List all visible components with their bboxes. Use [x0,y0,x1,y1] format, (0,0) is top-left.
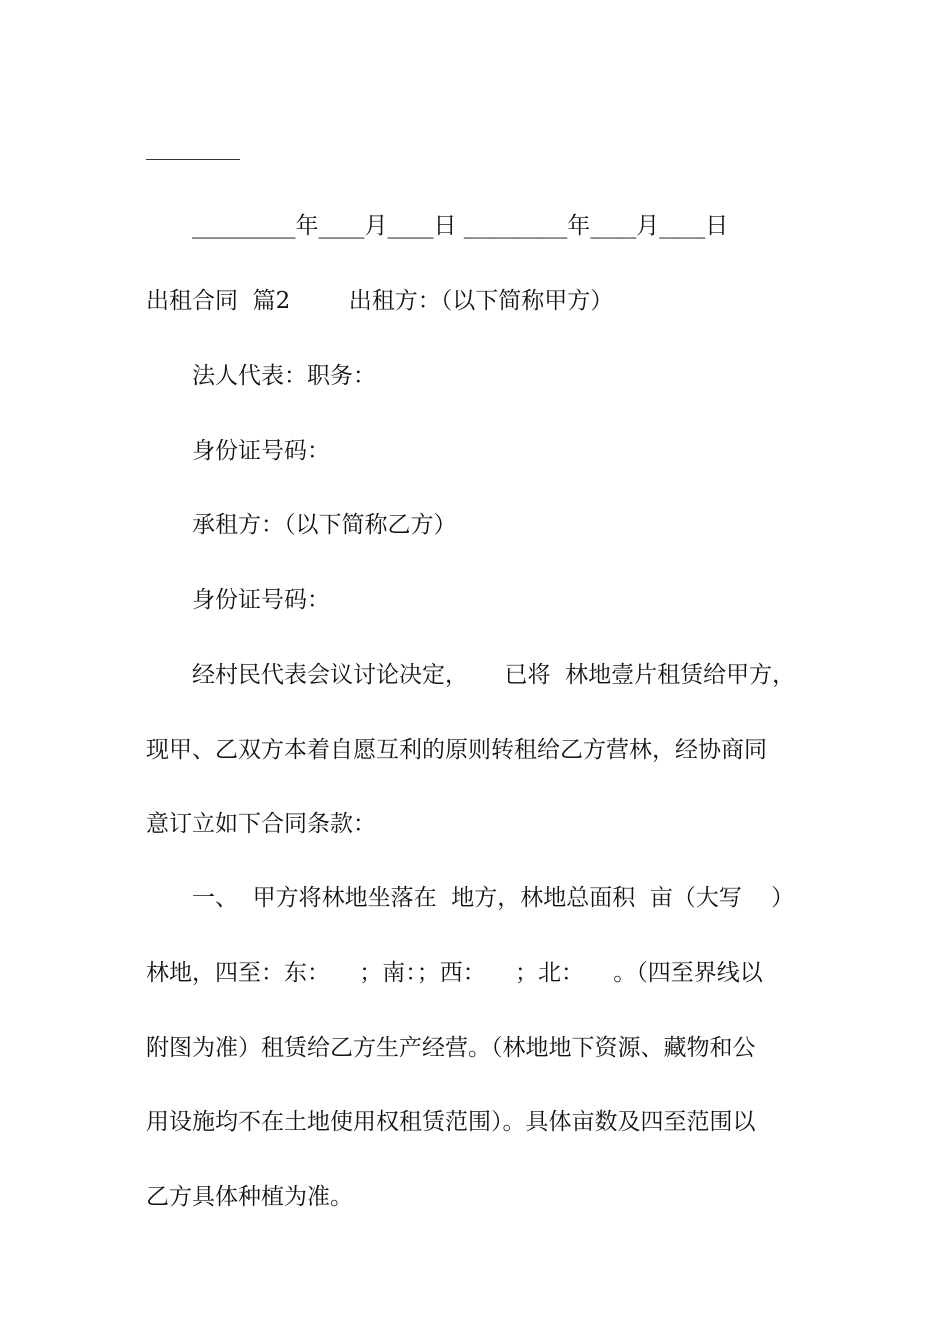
lessor-id-number-line: 身份证号码： [192,438,330,464]
paragraph-line: 乙方具体种植为准。 [146,1184,353,1210]
top-underline-rule [146,159,240,160]
lessee-line: 承租方：（以下简称乙方） [192,512,457,538]
signature-date-line: _________年____月____日 _________年____月____日 [192,213,729,239]
paragraph-line: 意订立如下合同条款： [146,811,376,837]
paragraph-line: 经村民代表会议讨论决定， 已将 林地壹片租赁给甲方， [192,662,796,688]
paragraph-line: 林地，四至：东： ；南：；西： ；北： 。（四至界线以 [146,960,763,986]
legal-representative-line: 法人代表：职务： [192,363,376,389]
contract-heading-lessor: 出租合同 篇2 出租方：（以下简称甲方） [146,288,614,314]
paragraph-line: 用设施均不在土地使用权租赁范围）。具体亩数及四至范围以 [146,1109,756,1135]
clause-one-line: 一、 甲方将林地坐落在 地方，林地总面积 亩（大写 ） [192,885,795,911]
paragraph-line: 附图为准）租赁给乙方生产经营。（林地地下资源、藏物和公 [146,1035,756,1061]
lessee-id-number-line: 身份证号码： [192,587,330,613]
paragraph-line: 现甲、乙双方本着自愿互利的原则转租给乙方营林，经协商同 [146,737,767,763]
